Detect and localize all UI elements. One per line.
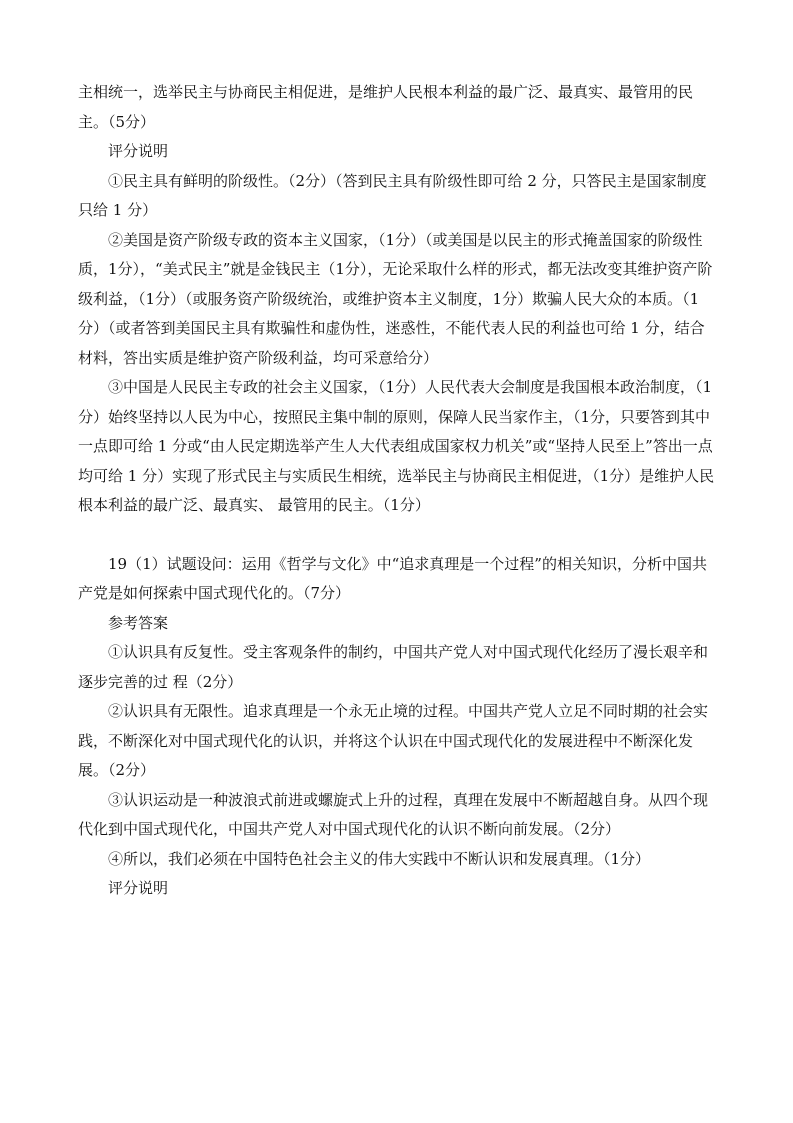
scoring-item-1: ①民主具有鲜明的阶级性。（2分）（答到民主具有阶级性即可给 2 分，只答民主是国家制度只给 1 分） <box>78 171 707 219</box>
question-19-1: 19（1）试题设问：运用《哲学与文化》中“追求真理是一个过程”的相关知识，分析中国共产党是如何探索中国式现代化的。（7分） <box>78 554 707 602</box>
section-spacer <box>78 521 718 550</box>
scoring-item-3: ③中国是人民民主专政的社会主义国家，（1分）人民代表大会制度是我国根本政治制度，（1分）始终坚持以人民为中心，按照民主集中制的原则，保障人民当家作主，（1分，只要答到其中一点即可给 1 分或“由人民定期选举产生人大代表组成国家权力机关”或“坚持人民至上”答出一点均可给 1 分）实现了形式民主与实质民生相统，选举民主与协商民主相促进，（1分）是维护人民根本利益的最广泛、最真实、 最管用的民主。（1分） <box>78 378 715 514</box>
continuation-paragraph: 主相统一，选举民主与协商民主相促进，是维护人民根本利益的最广泛、最真实、最管用的民主。（5分） <box>78 83 694 131</box>
scoring-notes-heading: 评分说明 <box>108 142 169 160</box>
answer-item-3: ③认识运动是一种波浪式前进或螺旋式上升的过程，真理在发展中不断超越自身。从四个现代化到中国式现代化，中国共产党人对中国式现代化的认识不断向前发展。（2分） <box>78 790 709 838</box>
reference-answer-heading: 参考答案 <box>108 613 169 632</box>
answer-item-1: ①认识具有反复性。受主客观条件的制约，中国共产党人对中国式现代化经历了漫长艰辛和逐步完善的过 程（2分） <box>78 643 709 691</box>
scoring-item-2: ②美国是资产阶级专政的资本主义国家，（1分）（或美国是以民主的形式掩盖国家的阶级性质，1分），“美式民主”就是金钱民主（1分），无论采取什么样的形式，都无法改变其维护资产阶级利益，（1分）（或服务资产阶级统治，或维护资本主义制度，1分）欺骗人民大众的本质。（1分）（或者答到美国民主具有欺骗性和虚伪性，迷惑性，不能代表人民的利益也可给 1 分，结合材料，答出实质是维护资产阶级利益，均可采意给分） <box>78 230 713 367</box>
answer-item-4: ④所以，我们必须在中国特色社会主义的伟大实践中不断认识和发展真理。（1分） <box>108 849 651 868</box>
answer-item-2: ②认识具有无限性。追求真理是一个永无止境的过程。中国共产党人立足不同时期的社会实践，不断深化对中国式现代化的认识，并将这个认识在中国式现代化的发展进程中不断深化发展。（2分） <box>78 702 709 779</box>
scoring-notes-heading-2: 评分说明 <box>108 879 169 897</box>
document-page <box>78 78 718 904</box>
